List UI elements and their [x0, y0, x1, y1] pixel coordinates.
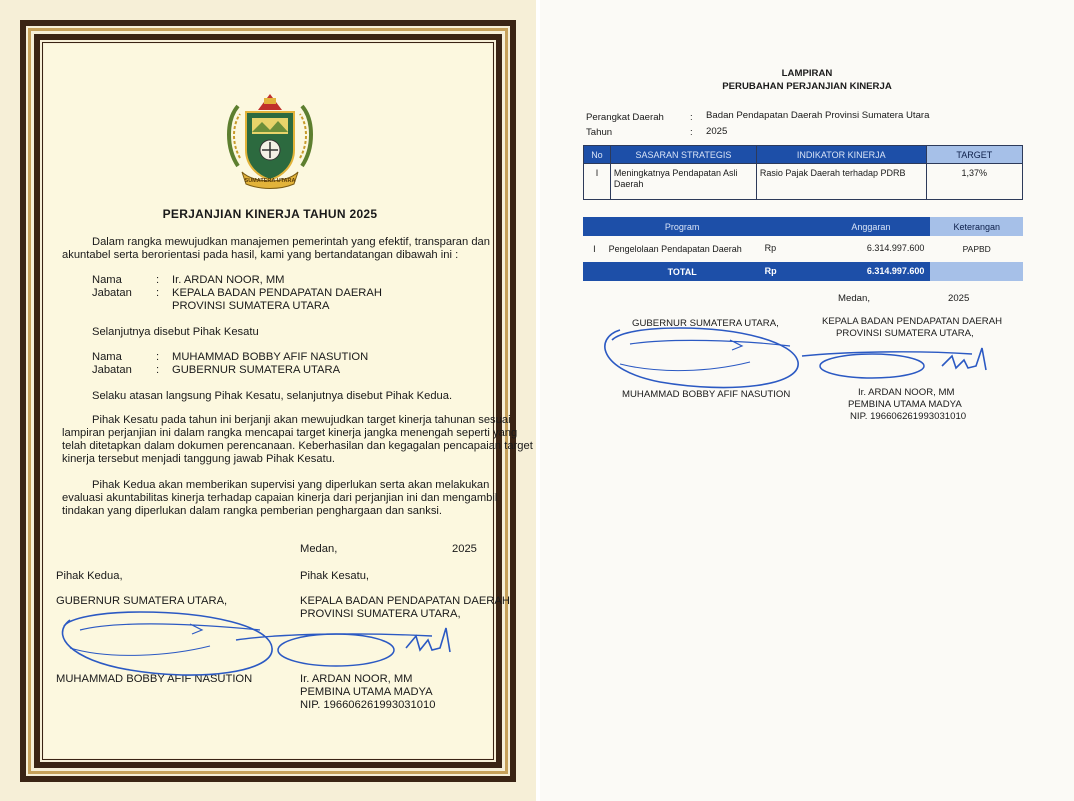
- total-currency: Rp: [764, 266, 777, 276]
- row-indikator: Rasio Pajak Daerah terhadap PDRB: [756, 164, 926, 200]
- label-perangkat-daerah: Perangkat Daerah: [586, 112, 664, 123]
- signer-right-rank: PEMBINA UTAMA MADYA: [300, 686, 433, 698]
- paragraph-b-line-2: evaluasi akuntabilitas kinerja terhadap capaian kinerja dari perjanjian ini dan mengambil: [62, 492, 498, 504]
- signer-right-title-line-1: KEPALA BADAN PENDAPATAN DAERAH: [822, 316, 1003, 327]
- party-one-name: Ir. ARDAN NOOR, MM: [172, 274, 285, 286]
- row-anggaran: [759, 236, 931, 262]
- pihak-kedua-label: Pihak Kedua,: [56, 570, 123, 582]
- signer-right-title-line-2: PROVINSI SUMATERA UTARA,: [836, 328, 974, 339]
- signer-right-nip: NIP. 196606261993031010: [300, 699, 436, 711]
- signer-left-title: GUBERNUR SUMATERA UTARA,: [632, 318, 779, 329]
- table-header-sasaran: SASARAN STRATEGIS: [610, 146, 756, 164]
- table-header-indikator: INDIKATOR KINERJA: [756, 146, 926, 164]
- paragraph-a-line-4: kinerja tersebut menjadi tanggung jawab Pihak Kesatu.: [62, 453, 336, 465]
- total-label: TOTAL: [606, 262, 759, 281]
- paragraph-b-line-3: tindakan yang diperlukan dalam rangka pemberian penghargaan dan sanksi.: [62, 505, 443, 517]
- signature-head-icon: [236, 610, 466, 680]
- row-sasaran: [610, 164, 756, 200]
- attachment-subtitle: PERUBAHAN PERJANJIAN KINERJA: [722, 81, 892, 92]
- attachment-title: LAMPIRAN: [781, 68, 833, 79]
- colon: :: [690, 127, 693, 138]
- paragraph-b-line-1: Pihak Kedua akan memberikan supervisi yang diperlukan serta akan melakukan: [92, 479, 490, 491]
- signature-governor-icon: [590, 314, 820, 404]
- total-row: [583, 262, 1023, 281]
- signer-right-title-line-1: KEPALA BADAN PENDAPATAN DAERAH: [300, 595, 510, 607]
- row-no: I: [584, 164, 611, 200]
- performance-target-table: [583, 145, 1023, 200]
- table-header-keterangan: Keterangan: [930, 217, 1023, 236]
- colon: :: [156, 274, 160, 286]
- paragraph-a-line-2: lampiran perjanjian ini dalam rangka mencapai target kinerja jangka menengah seperti yang: [62, 427, 518, 439]
- label-tahun: Tahun: [586, 127, 613, 138]
- paragraph-a-line-1: Pihak Kesatu pada tahun ini berjanji akan mewujudkan target kinerja tahunan sesuai: [92, 414, 511, 426]
- intro-line-1: Dalam rangka mewujudkan manajemen pemerintah yang efektif, transparan dan: [92, 236, 491, 248]
- row-currency: Rp: [764, 243, 777, 253]
- signature-head-icon: [802, 340, 1002, 390]
- table-header-no: No: [584, 146, 611, 164]
- signer-right-nip: NIP. 196606261993031010: [850, 411, 967, 422]
- provincial-emblem-icon: [224, 88, 316, 194]
- signer-right-rank: PEMBINA UTAMA MADYA: [848, 399, 962, 410]
- row-amount: 6.314.997.600: [866, 243, 925, 253]
- total-anggaran: [759, 262, 931, 281]
- signer-left-title: GUBERNUR SUMATERA UTARA,: [56, 595, 228, 607]
- paragraph-a-line-3: telah ditetapkan dalam dokumen perencanaan. Keberhasilan dan kegagalan pencapaian target: [62, 440, 533, 452]
- budget-table: [583, 217, 1023, 281]
- row-sasaran-line-1: Meningkatnya Pendapatan Asli: [613, 168, 738, 178]
- label-nama: Nama: [92, 351, 122, 363]
- table-header-program: Program: [606, 217, 759, 236]
- signing-year: 2025: [452, 543, 477, 555]
- party-one-designation: Selanjutnya disebut Pihak Kesatu: [92, 326, 259, 338]
- pihak-kesatu-label: Pihak Kesatu,: [300, 570, 370, 582]
- table-header-target: TARGET: [926, 146, 1022, 164]
- table-header-anggaran: Anggaran: [759, 217, 931, 236]
- svg-text:SUMATERA UTARA: SUMATERA UTARA: [244, 178, 296, 184]
- table-row: [584, 164, 1023, 200]
- row-program: Pengelolaan Pendapatan Daerah: [608, 244, 742, 254]
- party-two-position: GUBERNUR SUMATERA UTARA: [172, 364, 341, 376]
- value-tahun: 2025: [706, 126, 728, 137]
- colon: :: [156, 351, 160, 363]
- left-page-document: [0, 0, 536, 801]
- intro-line-2: akuntabel serta berorientasi pada hasil, kami yang bertandatangan dibawah ini :: [62, 249, 459, 261]
- party-two-name: MUHAMMAD BOBBY AFIF NASUTION: [172, 351, 369, 363]
- colon: :: [156, 364, 160, 376]
- signer-right-name: Ir. ARDAN NOOR, MM: [300, 673, 413, 685]
- signer-right-name: Ir. ARDAN NOOR, MM: [858, 387, 955, 398]
- signing-year: 2025: [948, 293, 970, 304]
- colon: :: [156, 287, 160, 299]
- party-one-position-line-1: KEPALA BADAN PENDAPATAN DAERAH: [172, 287, 382, 299]
- label-jabatan: Jabatan: [92, 364, 132, 376]
- row-no: I: [593, 244, 596, 254]
- party-one-position-line-2: PROVINSI SUMATERA UTARA: [172, 300, 330, 312]
- party-two-designation: Selaku atasan langsung Pihak Kesatu, selanjutnya disebut Pihak Kedua.: [92, 390, 453, 402]
- label-nama: Nama: [92, 274, 122, 286]
- total-amount: 6.314.997.600: [866, 266, 925, 276]
- right-page-attachment: [540, 0, 1074, 801]
- row-sasaran-line-2: Daerah: [613, 179, 644, 189]
- value-perangkat-daerah: Badan Pendapatan Daerah Provinsi Sumatera Utara: [706, 110, 930, 121]
- document-title: PERJANJIAN KINERJA TAHUN 2025: [162, 207, 378, 221]
- label-jabatan: Jabatan: [92, 287, 132, 299]
- signing-place: Medan,: [838, 293, 870, 304]
- row-target: 1,37%: [926, 164, 1022, 200]
- signer-right-title-line-2: PROVINSI SUMATERA UTARA,: [300, 608, 461, 620]
- signer-left-name: MUHAMMAD BOBBY AFIF NASUTION: [622, 389, 791, 400]
- signer-left-name: MUHAMMAD BOBBY AFIF NASUTION: [56, 673, 253, 685]
- row-keterangan: PAPBD: [962, 244, 991, 254]
- colon: :: [690, 112, 693, 123]
- table-row: [583, 236, 1023, 262]
- signing-place: Medan,: [300, 543, 338, 555]
